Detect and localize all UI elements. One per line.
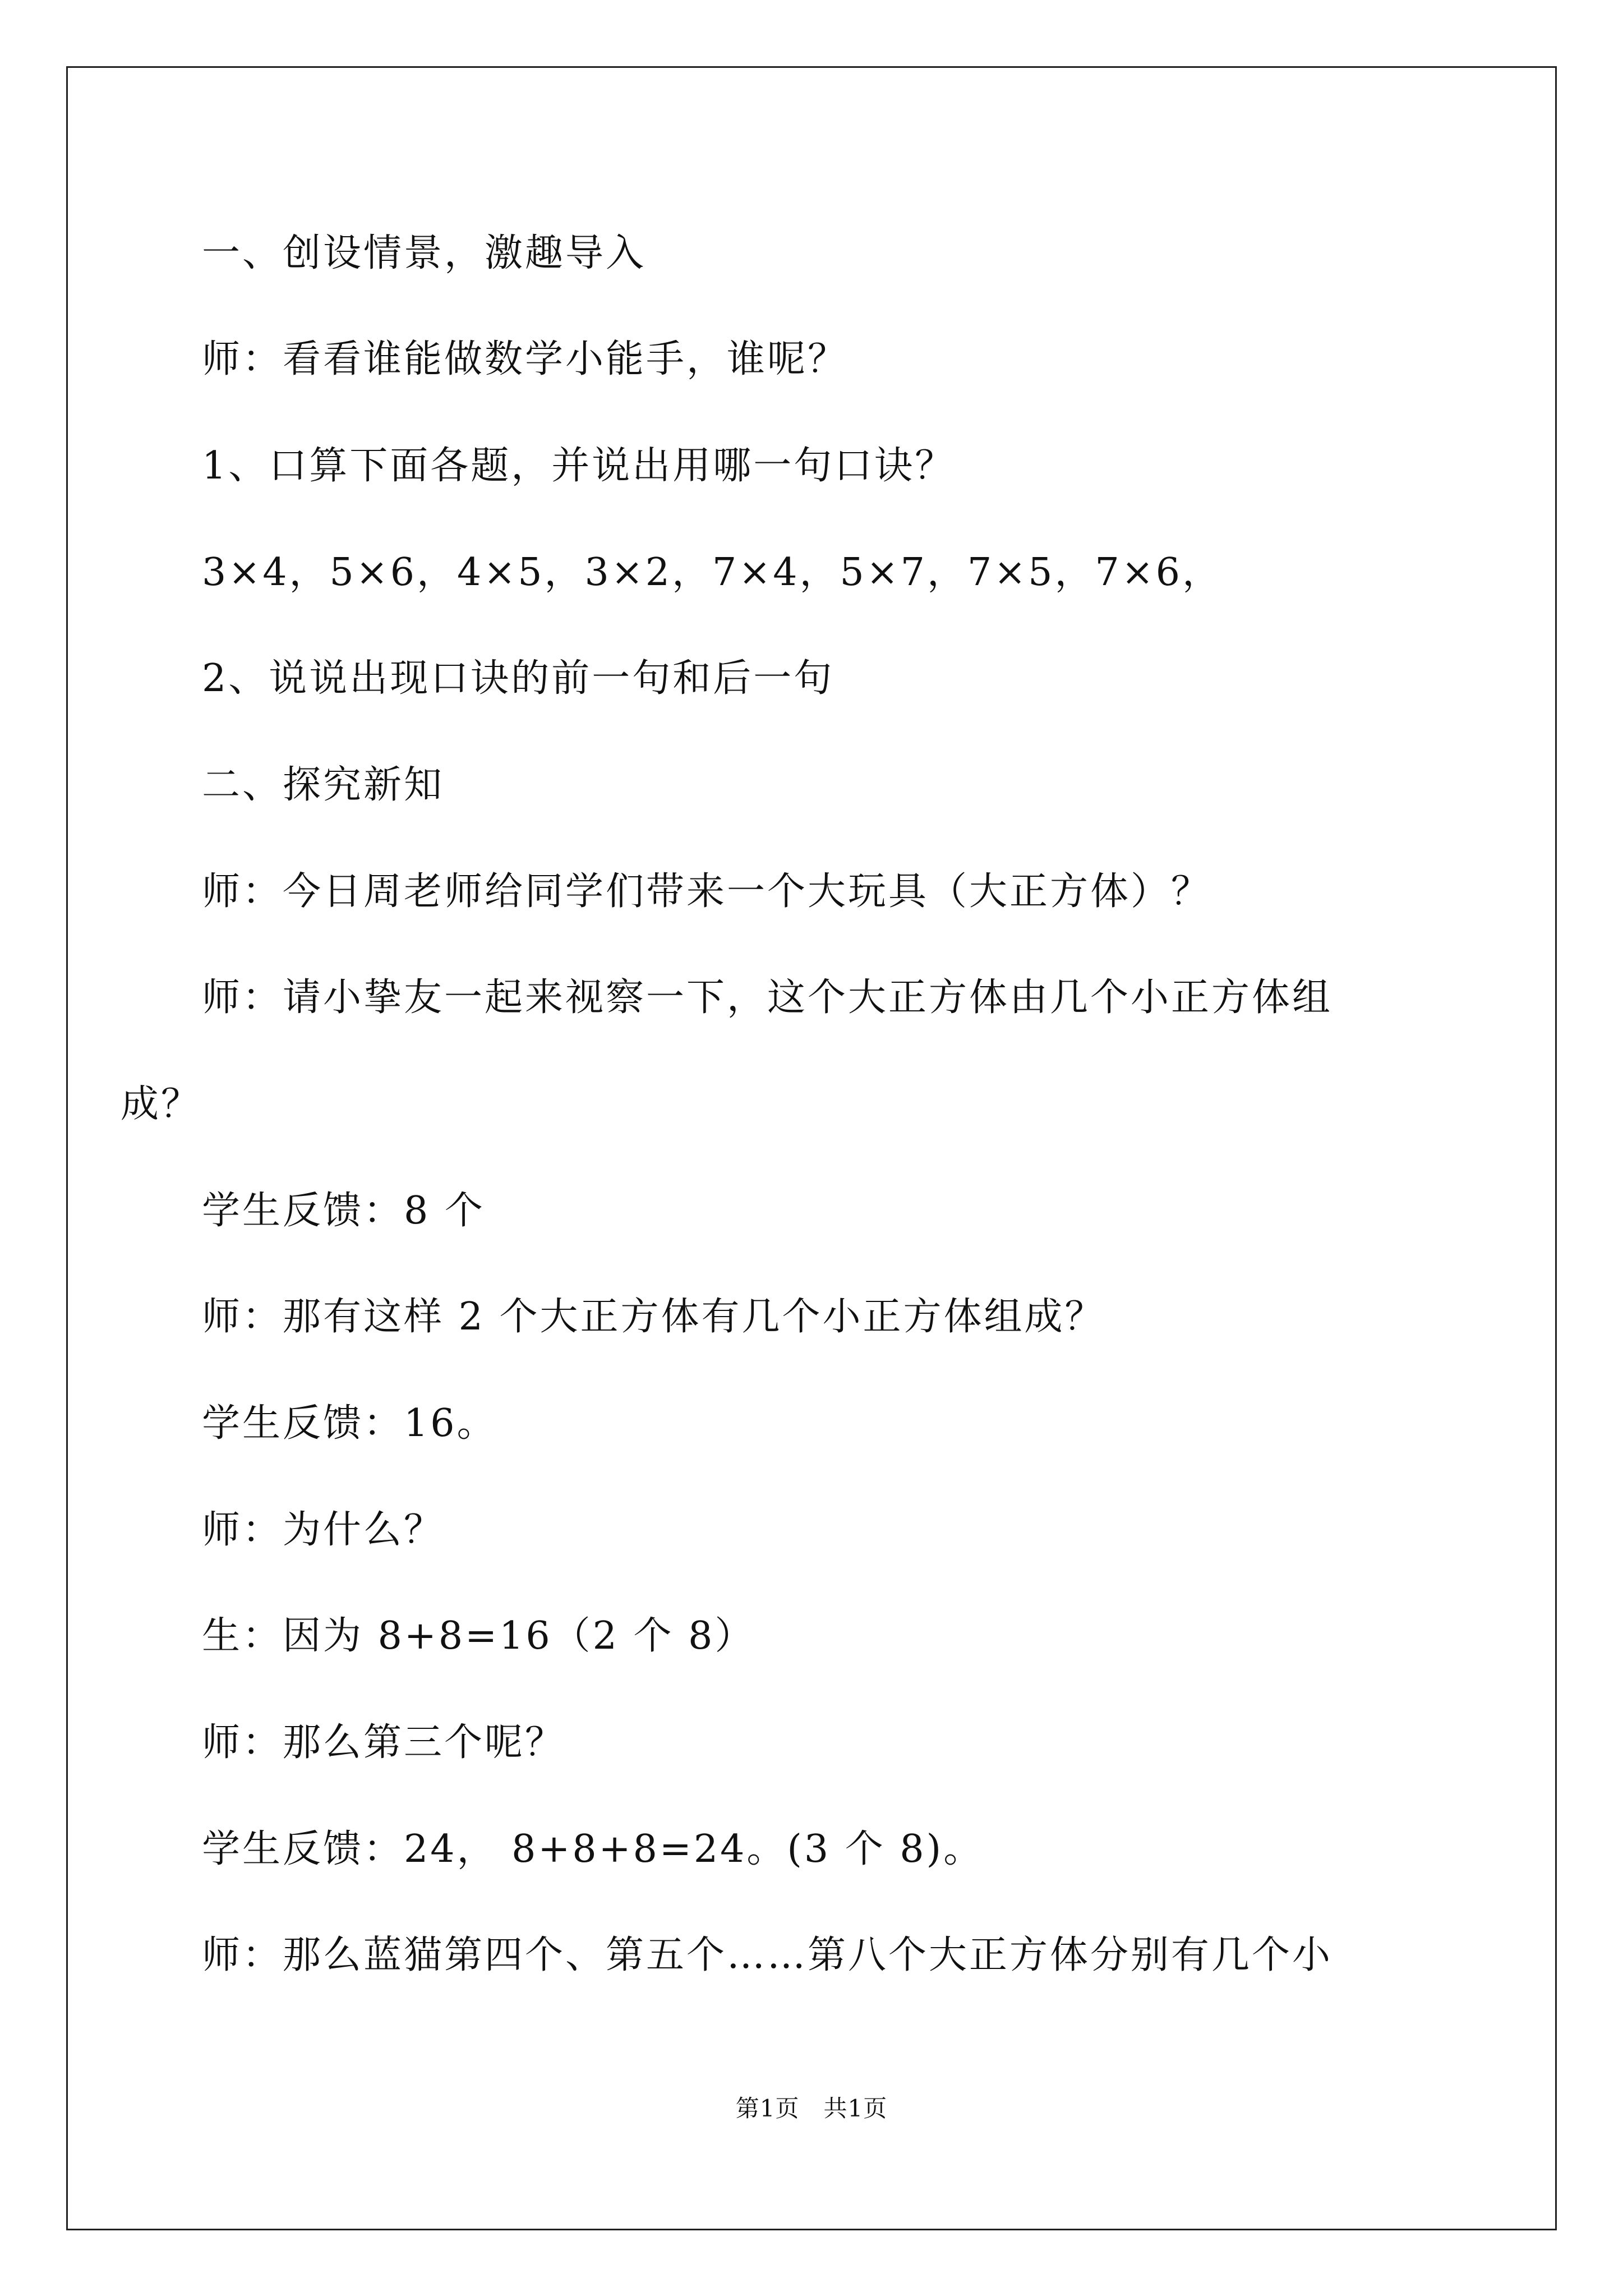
paragraph: 师：那么蓝猫第四个、第五个……第八个大正方体分别有几个小 bbox=[202, 1933, 1333, 1977]
paragraph: 生：因为 8+8=16（2 个 8） bbox=[202, 1614, 755, 1658]
paragraph: 1、口算下面各题，并说出用哪一句口诀？ bbox=[202, 444, 956, 488]
paragraph: 2、说说出现口诀的前一句和后一句 bbox=[202, 656, 834, 701]
paragraph: 师：那有这样 2 个大正方体有几个小正方体组成？ bbox=[202, 1295, 1105, 1339]
paragraph: 师：今日周老师给同学们带来一个大玩具（大正方体）？ bbox=[202, 869, 1212, 914]
page-border bbox=[66, 66, 1557, 2230]
paragraph: 师：为什么？ bbox=[202, 1508, 445, 1552]
paragraph: 师：看看谁能做数学小能手，谁呢？ bbox=[202, 337, 849, 381]
paragraph: 学生反馈：8 个 bbox=[202, 1189, 485, 1233]
section-heading-2: 二、探究新知 bbox=[202, 763, 445, 807]
paragraph: 师：请小挚友一起来视察一下，这个大正方体由几个小正方体组 bbox=[202, 976, 1333, 1020]
paragraph: 3×4，5×6，4×5，3×2，7×4，5×7，7×5，7×6， bbox=[202, 550, 1223, 595]
paragraph: 师：那么第三个呢？ bbox=[202, 1720, 566, 1765]
page-footer: 第1页 共1页 bbox=[735, 2095, 888, 2122]
section-heading-1: 一、创设情景，激趣导入 bbox=[202, 231, 647, 275]
paragraph: 学生反馈：16。 bbox=[202, 1401, 497, 1446]
paragraph: 学生反馈：24， 8+8+8=24。(3 个 8)。 bbox=[202, 1827, 984, 1871]
paragraph-continuation: 成？ bbox=[121, 1082, 202, 1126]
